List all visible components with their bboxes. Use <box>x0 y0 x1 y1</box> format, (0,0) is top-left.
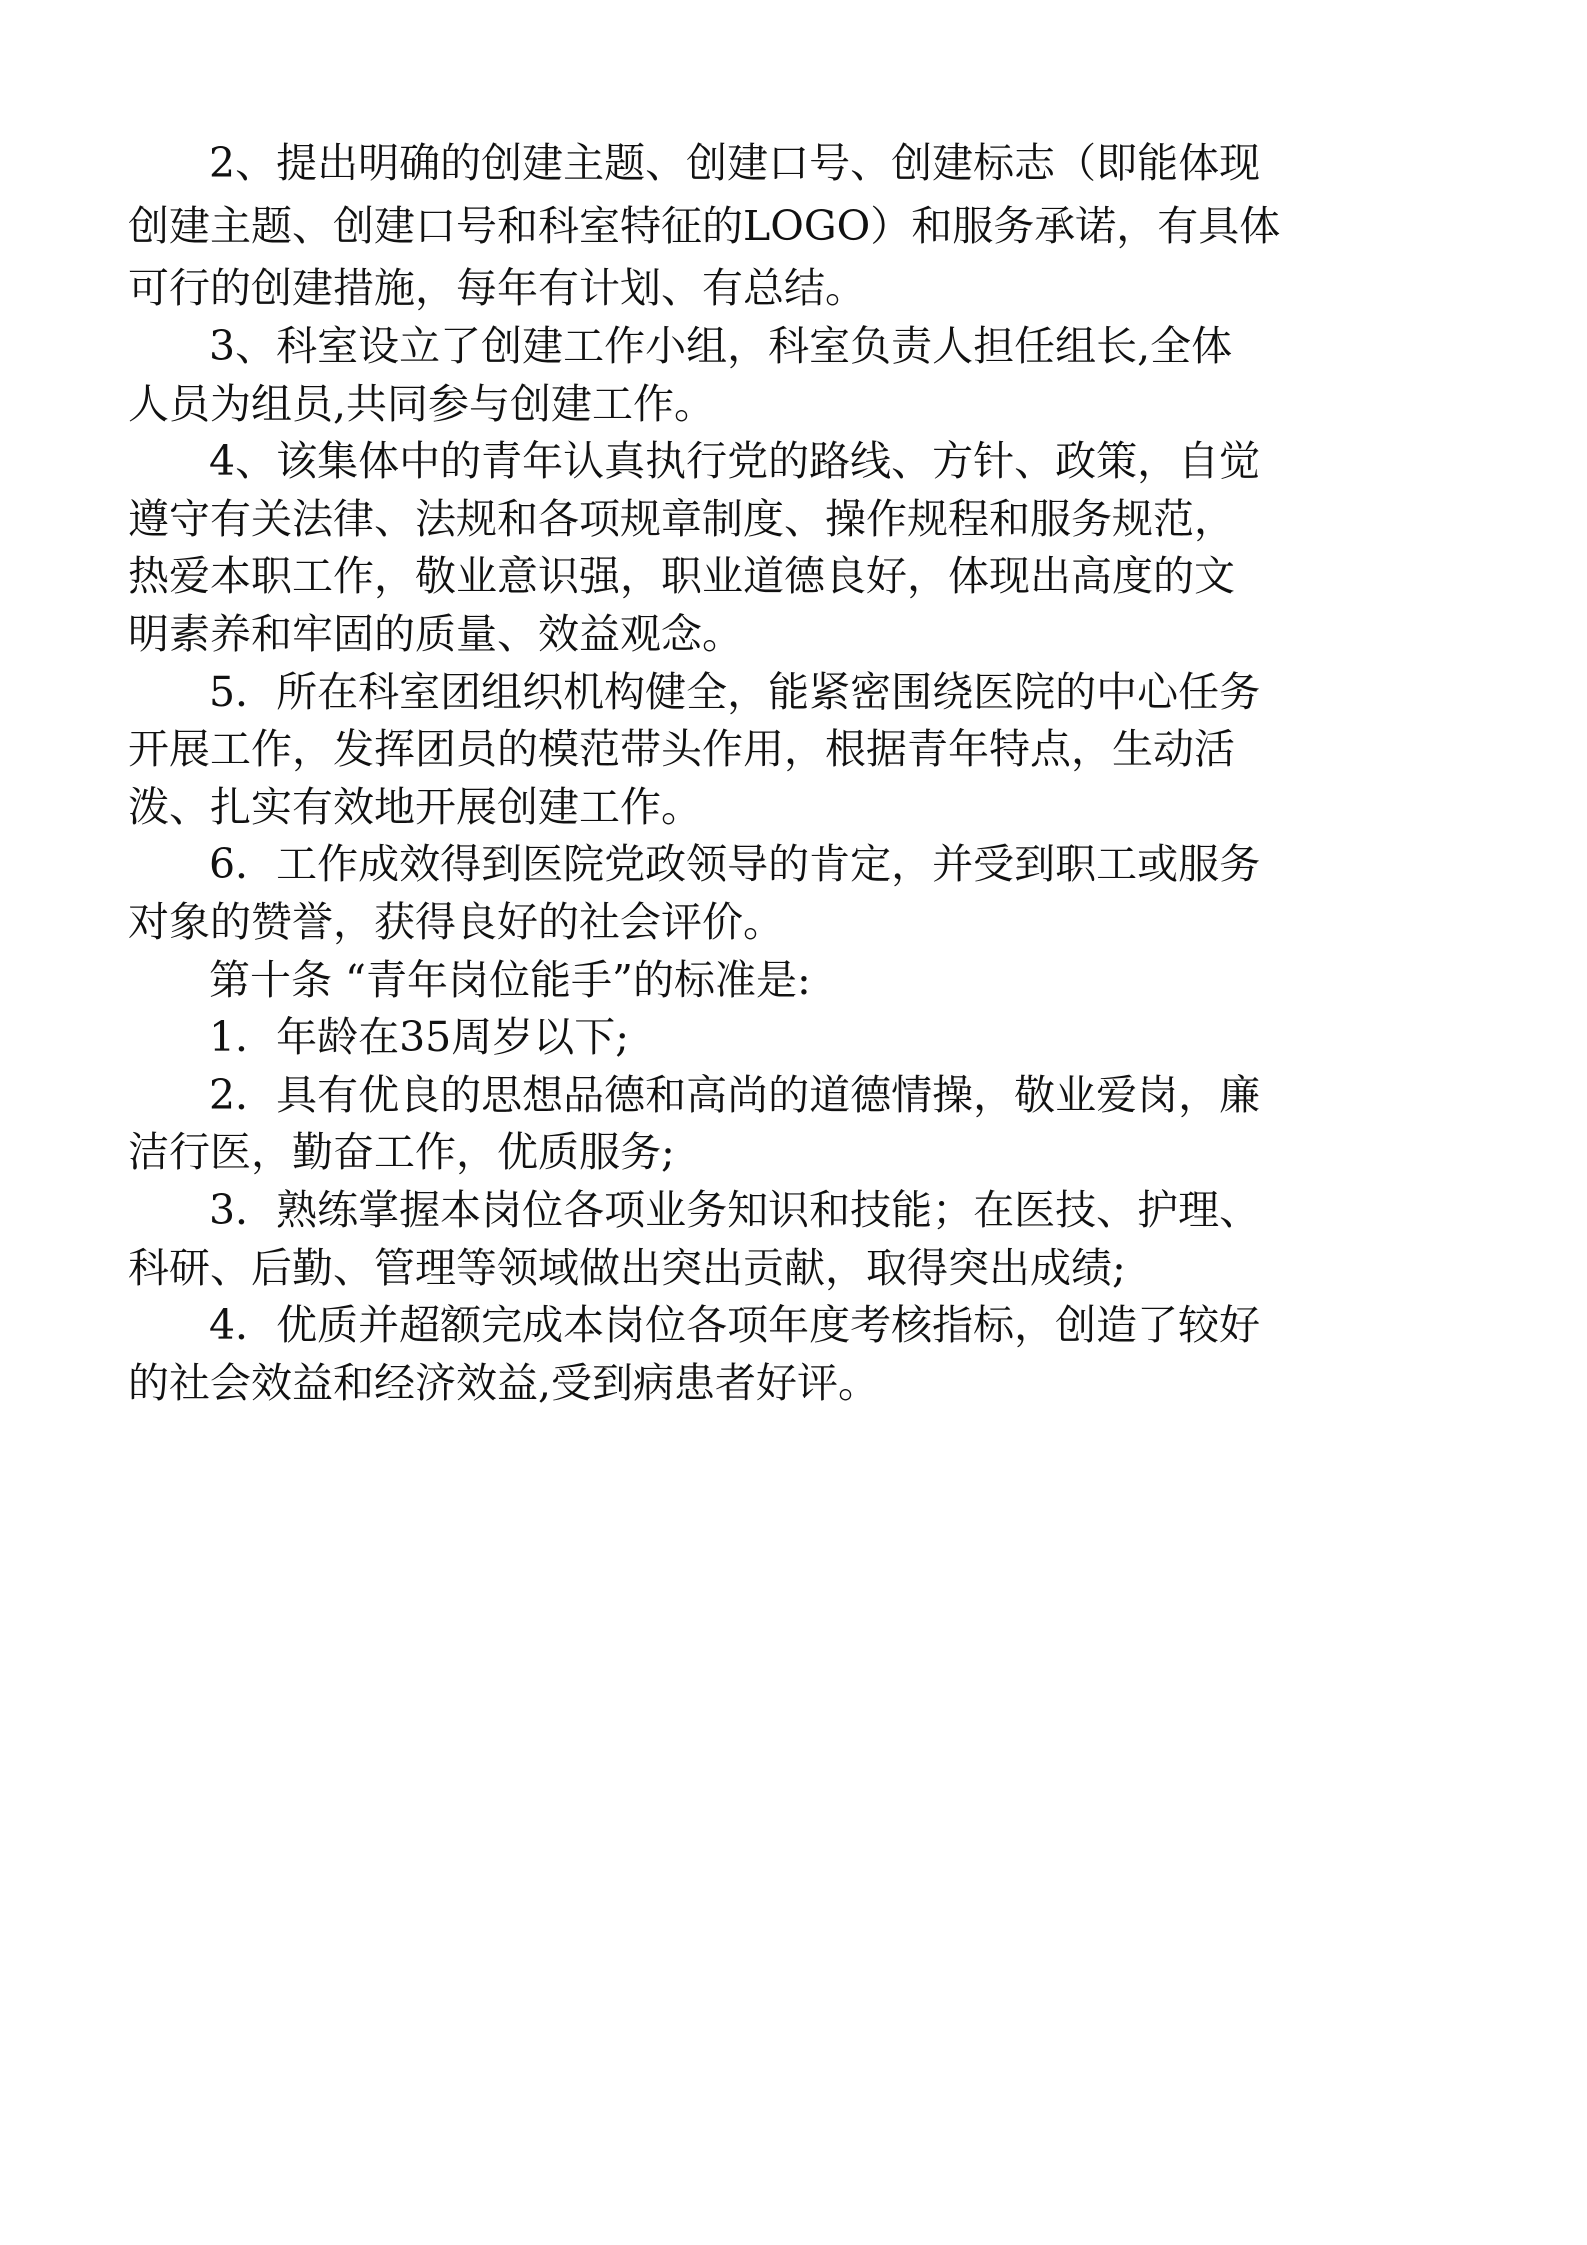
text-line: 2、提出明确的创建主题、创建口号、创建标志（即能体现 <box>209 139 1261 187</box>
text-line: 的社会效益和经济效益,受到病患者好评。 <box>128 1359 880 1407</box>
text-line: 对象的赞誉，获得良好的社会评价。 <box>128 898 784 946</box>
text-line: 1．年龄在35周岁以下; <box>209 1013 630 1061</box>
text-line: 热爱本职工作，敬业意识强，职业道德良好，体现出高度的文 <box>128 552 1235 600</box>
text-line: 泼、扎实有效地开展创建工作。 <box>128 783 702 831</box>
text-line: 5．所在科室团组织机构健全，能紧密围绕医院的中心任务 <box>209 668 1261 716</box>
text-line: 可行的创建措施，每年有计划、有总结。 <box>128 264 866 312</box>
text-line: 3、科室设立了创建工作小组，科室负责人担任组长,全体 <box>209 322 1233 370</box>
text-line: 遵守有关法律、法规和各项规章制度、操作规程和服务规范， <box>128 495 1235 543</box>
text-line: 2．具有优良的思想品德和高尚的道德情操，敬业爱岗，廉 <box>209 1071 1261 1119</box>
text-line: 人员为组员,共同参与创建工作。 <box>128 380 716 428</box>
text-line: 开展工作，发挥团员的模范带头作用，根据青年特点，生动活 <box>128 725 1235 773</box>
text-line: 洁行医，勤奋工作，优质服务; <box>128 1128 675 1176</box>
text-line: 4、该集体中的青年认真执行党的路线、方针、政策，自觉 <box>209 437 1261 485</box>
text-line: 科研、后勤、管理等领域做出突出贡献，取得突出成绩; <box>128 1244 1126 1292</box>
article-heading: 第十条 “青年岗位能手”的标准是: <box>209 956 811 1004</box>
text-line: 4．优质并超额完成本岗位各项年度考核指标，创造了较好 <box>209 1301 1261 1349</box>
text-line: 明素养和牢固的质量、效益观念。 <box>128 610 743 658</box>
text-line: 6．工作成效得到医院党政领导的肯定，并受到职工或服务 <box>209 840 1261 888</box>
text-line: 创建主题、创建口号和科室特征的LOGO）和服务承诺，有具体 <box>128 202 1281 250</box>
text-line: 3．熟练掌握本岗位各项业务知识和技能；在医技、护理、 <box>209 1186 1261 1234</box>
